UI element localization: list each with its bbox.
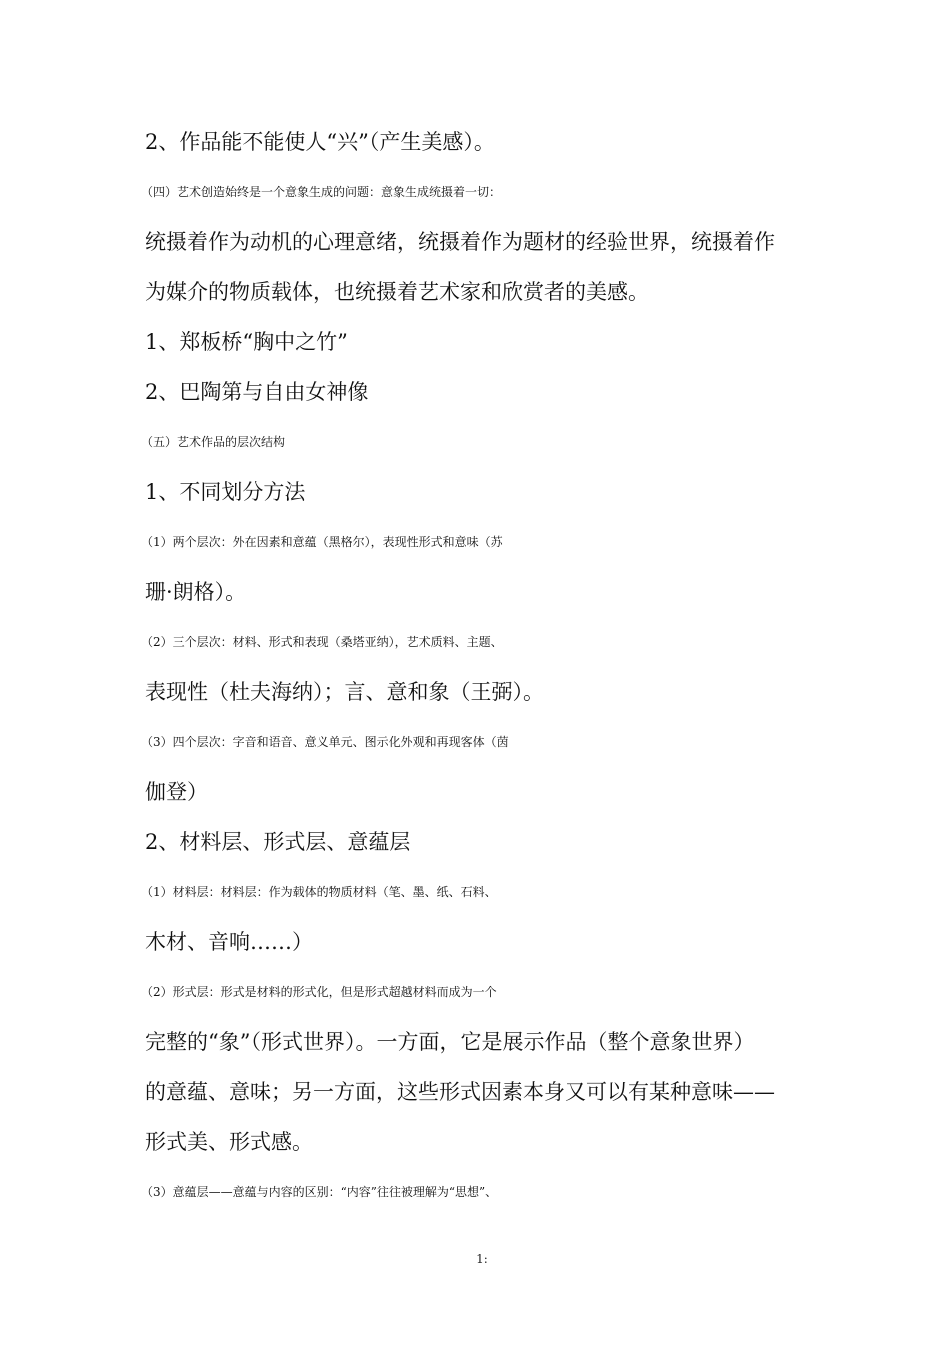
text-line: 2、作品能不能使人“兴”（产生美感）。 — [145, 130, 495, 154]
text-line: 1、不同划分方法 — [145, 480, 306, 504]
text-line: 珊·朗格）。 — [145, 580, 247, 604]
document-body — [141, 122, 815, 1222]
text-line: 木材、音响……） — [145, 930, 313, 954]
text-line: 1、郑板桥“胸中之竹” — [145, 330, 348, 354]
text-line: 统摄着作为动机的心理意绪，统摄着作为题材的经验世界，统摄着作 — [145, 230, 775, 254]
text-line: （1）两个层次：外在因素和意蕴（黑格尔），表现性形式和意味（苏 — [141, 535, 503, 549]
text-line: 伽登） — [145, 780, 208, 804]
text-line: （3）四个层次：字音和语音、意义单元、图示化外观和再现客体（茵 — [141, 735, 509, 749]
text-line: （2）三个层次：材料、形式和表现（桑塔亚纳），艺术质料、主题、 — [141, 635, 503, 649]
text-line: （1）材料层：材料层：作为载体的物质材料（笔、墨、纸、石料、 — [141, 885, 497, 899]
text-line: （四）艺术创造始终是一个意象生成的问题：意象生成统摄着一切： — [141, 185, 502, 199]
text-line: 形式美、形式感。 — [145, 1130, 313, 1154]
text-line: 为媒介的物质载体，也统摄着艺术家和欣赏者的美感。 — [145, 280, 649, 304]
text-line: （2）形式层：形式是材料的形式化，但是形式超越材料而成为一个 — [141, 985, 497, 999]
text-line: 表现性（杜夫海纳）；言、意和象（王弼）。 — [145, 680, 544, 704]
text-line: （3）意蕴层——意蕴与内容的区别：“内容”往往被理解为“思想”、 — [141, 1185, 498, 1199]
text-line: 2、巴陶第与自由女神像 — [145, 380, 369, 404]
text-line: （五）艺术作品的层次结构 — [141, 435, 286, 449]
page-number: 1: — [476, 1252, 488, 1266]
text-line: 的意蕴、意味；另一方面，这些形式因素本身又可以有某种意味—— — [145, 1080, 775, 1104]
text-line: 2、材料层、形式层、意蕴层 — [145, 830, 411, 854]
text-line: 完整的“象”（形式世界）。一方面，它是展示作品（整个意象世界） — [145, 1030, 755, 1054]
